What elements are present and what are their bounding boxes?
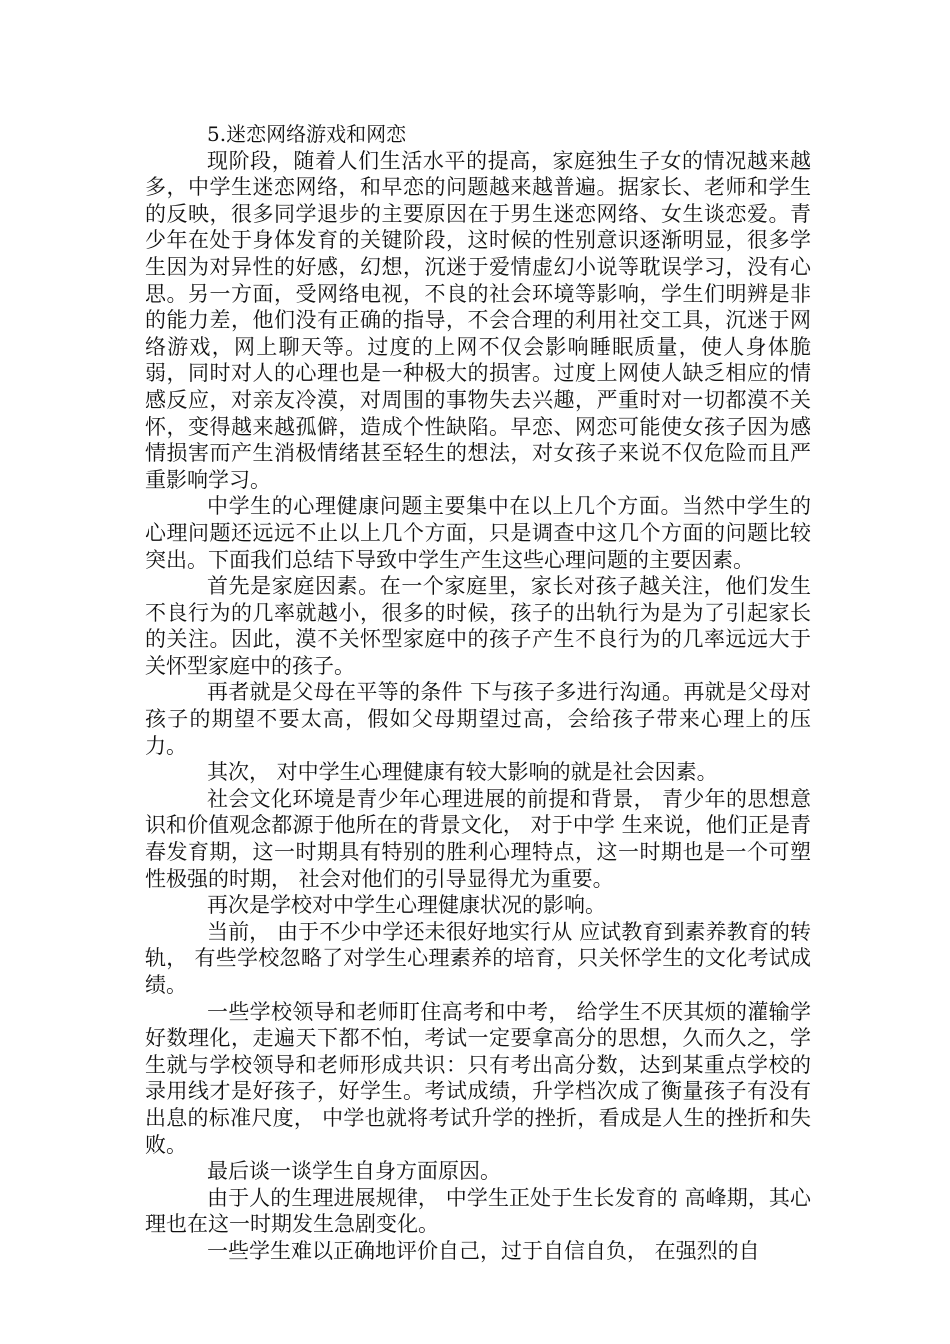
paragraph: 再者就是父母在平等的条件 下与孩子多进行沟通。再就是父母对孩子的期望不要太高，假如父母期望过高，会给孩子带来心理上的压力。 xyxy=(145,680,811,758)
paragraph: 社会文化环境是青少年心理进展的前提和背景， 青少年的思想意识和价值观念都源于他所在的背景文化， 对于中学 生来说，他们正是青春发育期，这一时期具有特别的胜利心理特点，这一时期也是一个可塑性极强的时期， 社会对他们的引导显得尤为重要。 xyxy=(145,786,811,891)
section-heading: 5.迷恋网络游戏和网恋 xyxy=(207,122,407,146)
paragraph: 最后谈一谈学生自身方面原因。 xyxy=(207,1159,501,1184)
paragraph: 再次是学校对中学生心理健康状况的影响。 xyxy=(207,893,606,918)
paragraph: 一些学校领导和老师盯住高考和中考， 给学生不厌其烦的灌输学好数理化，走遍天下都不怕，考试一定要拿高分的思想，久而久之，学生就与学校领导和老师形成共识：只有考出高分数，达到某重点学校的录用线才是好孩子，好学生。考试成绩，升学档次成了衡量孩子有没有出息的标准尺度， 中学也就将考试升学的挫折，看成是人生的挫折和失败。 xyxy=(145,999,811,1157)
paragraph: 当前， 由于不少中学还未很好地实行从 应试教育到素养教育的转轨， 有些学校忽略了对学生心理素养的培育，只关怀学生的文化考试成绩。 xyxy=(145,919,811,997)
paragraph: 一些学生难以正确地评价自己，过于自信自负， 在强烈的自 xyxy=(207,1238,760,1263)
paragraph: 现阶段，随着人们生活水平的提高，家庭独生子女的情况越来越多，中学生迷恋网络，和早恋的问题越来越普遍。据家长、老师和学生的反映，很多同学退步的主要原因在于男生迷恋网络、女生谈恋爱。青少年在处于身体发育的关键阶段，这时候的性别意识逐渐明显，很多学生因为对异性的好感，幻想，沉迷于爱情虚幻小说等耽误学习，没有心思。另一方面，受网络电视，不良的社会环境等影响，学生们明辨是非的能力差，他们没有正确的指导，不会合理的利用社交工具，沉迷于网络游戏，网上聊天等。过度的上网不仅会影响睡眠质量，使人身体脆弱，同时对人的心理也是一种极大的损害。过度上网使人缺乏相应的情感反应，对亲友冷漠，对周围的事物失去兴趣，严重时对一切都漠不关怀，变得越来越孤僻，造成个性缺陷。早恋、网恋可能使女孩子因为感情损害而产生消极情绪甚至轻生的想法，对女孩子来说不仅危险而且严重影响学习。 xyxy=(145,148,811,492)
document-body xyxy=(145,121,811,1265)
paragraph: 首先是家庭因素。在一个家庭里，家长对孩子越关注，他们发生不良行为的几率就越小，很多的时候，孩子的出轨行为是为了引起家长的关注。因此，漠不关怀型家庭中的孩子产生不良行为的几率远远大于关怀型家庭中的孩子。 xyxy=(145,574,811,678)
paragraph: 由于人的生理进展规律， 中学生正处于生长发育的 高峰期，其心理也在这一时期发生急剧变化。 xyxy=(145,1185,811,1237)
paragraph: 中学生的心理健康问题主要集中在以上几个方面。当然中学生的心理问题还远远不止以上几个方面，只是调查中这几个方面的问题比较突出。下面我们总结下导致中学生产生这些心理问题的主要因素。 xyxy=(145,494,811,572)
paragraph: 其次， 对中学生心理健康有较大影响的就是社会因素。 xyxy=(207,760,718,785)
